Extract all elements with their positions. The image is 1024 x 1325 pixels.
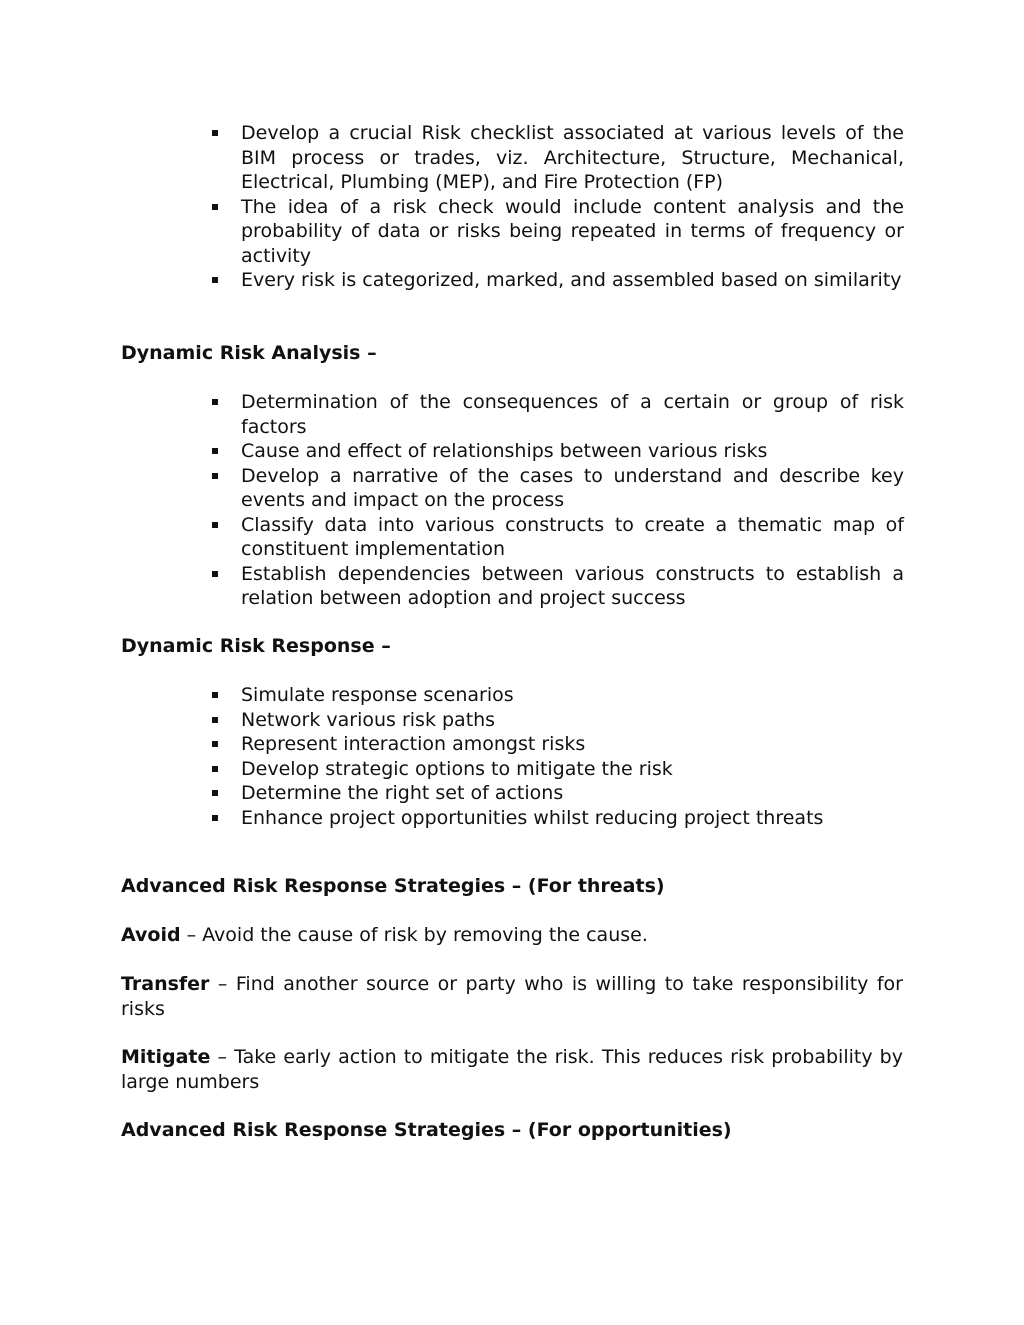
dynamic-risk-response-heading: Dynamic Risk Response – [121, 635, 391, 657]
list-item: Network various risk paths [208, 708, 904, 733]
mitigate-term: Mitigate [121, 1046, 211, 1068]
list-item: Enhance project opportunities whilst reducing project threats [208, 806, 904, 831]
transfer-term: Transfer [121, 973, 210, 995]
bullet-icon [212, 473, 218, 479]
intro-bullet-list [208, 121, 904, 293]
list-item: Develop strategic options to mitigate the risk [208, 757, 904, 782]
response-bullet-list [208, 683, 904, 830]
list-item: Represent interaction amongst risks [208, 732, 904, 757]
bullet-icon [212, 571, 218, 577]
list-item: Develop a narrative of the cases to understand and describe key events and impact on the process [208, 464, 904, 513]
mitigate-paragraph: Mitigate – Take early action to mitigate the risk. This reduces risk probability by large numbers [121, 1046, 903, 1093]
bullet-icon [212, 522, 218, 528]
bullet-icon [212, 790, 218, 796]
avoid-paragraph: Avoid – Avoid the cause of risk by removing the cause. [121, 924, 648, 946]
threats-strategies-heading: Advanced Risk Response Strategies – (For threats) [121, 875, 665, 897]
bullet-icon [212, 277, 218, 283]
bullet-icon [212, 204, 218, 210]
list-item: Every risk is categorized, marked, and assembled based on similarity [208, 268, 904, 293]
dynamic-risk-analysis-heading: Dynamic Risk Analysis – [121, 342, 377, 364]
bullet-icon [212, 399, 218, 405]
bullet-icon [212, 741, 218, 747]
bullet-icon [212, 815, 218, 821]
list-item: Establish dependencies between various constructs to establish a relation between adoption and project success [208, 562, 904, 611]
bullet-icon [212, 448, 218, 454]
bullet-icon [212, 717, 218, 723]
list-item: Determine the right set of actions [208, 781, 904, 806]
avoid-term: Avoid [121, 924, 181, 946]
analysis-bullet-list [208, 390, 904, 611]
list-item: Develop a crucial Risk checklist associated at various levels of the BIM process or trades, viz. Architecture, Structure, Mechanical, Electrical, Plumbing (MEP), and Fire Protection (FP) [208, 121, 904, 195]
bullet-icon [212, 766, 218, 772]
list-item: Classify data into various constructs to create a thematic map of constituent implementation [208, 513, 904, 562]
list-item: The idea of a risk check would include content analysis and the probability of data or risks being repeated in terms of frequency or activity [208, 195, 904, 269]
list-item: Simulate response scenarios [208, 683, 904, 708]
bullet-icon [212, 130, 218, 136]
bullet-icon [212, 692, 218, 698]
transfer-paragraph: Transfer – Find another source or party who is willing to take responsibility for risks [121, 973, 903, 1020]
list-item: Cause and effect of relationships between various risks [208, 439, 904, 464]
list-item: Determination of the consequences of a certain or group of risk factors [208, 390, 904, 439]
opportunities-strategies-heading: Advanced Risk Response Strategies – (For opportunities) [121, 1119, 732, 1141]
